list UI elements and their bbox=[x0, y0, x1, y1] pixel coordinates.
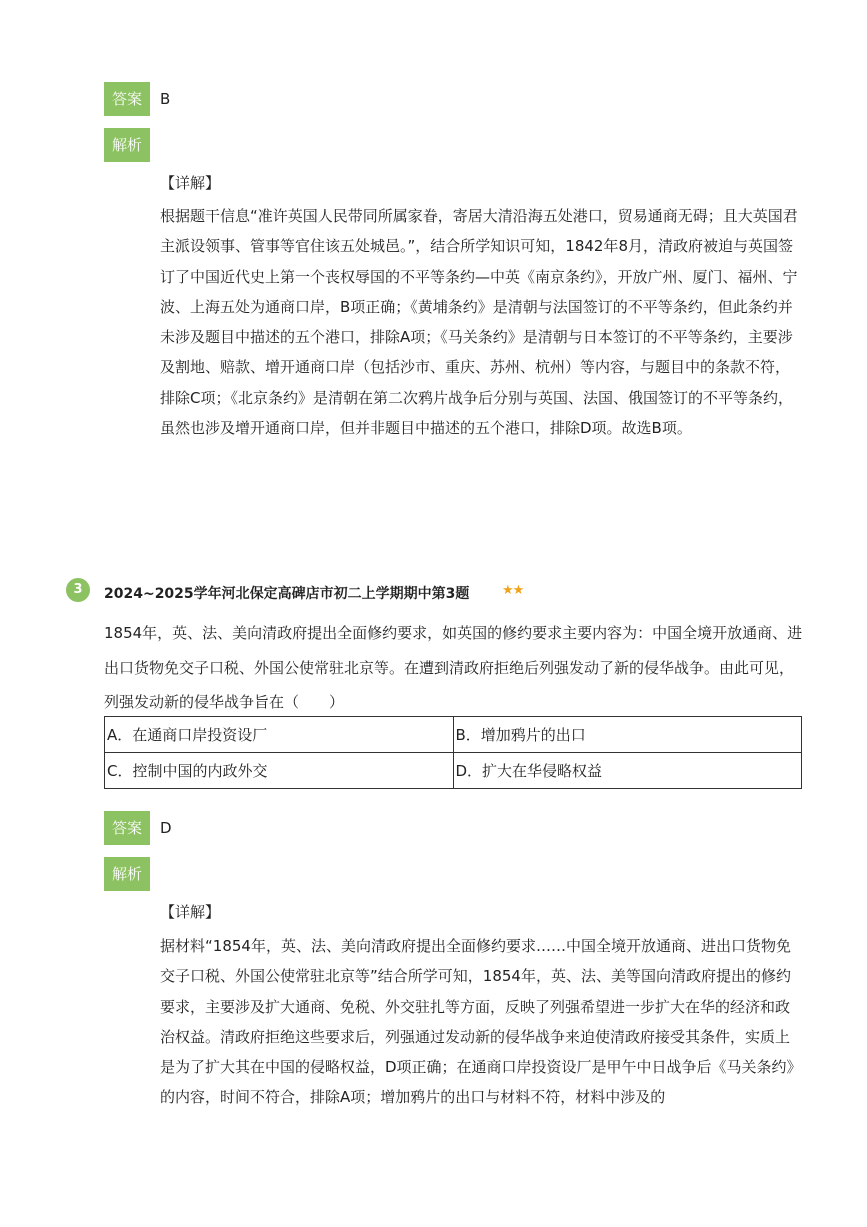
answer-tag: 答案 bbox=[104, 82, 150, 116]
difficulty-stars: ★★ bbox=[502, 583, 524, 598]
analysis-tag: 解析 bbox=[104, 857, 150, 891]
answer-value: D bbox=[160, 819, 172, 837]
detail-heading: 【详解】 bbox=[160, 174, 221, 192]
detail-heading: 【详解】 bbox=[160, 903, 221, 921]
analysis-tag: 解析 bbox=[104, 128, 150, 162]
option-c[interactable]: C．控制中国的内政外交 bbox=[105, 753, 454, 789]
option-d[interactable]: D．扩大在华侵略权益 bbox=[453, 753, 802, 789]
detail-text: 据材料“1854年，英、法、美向清政府提出全面修约要求……中国全境开放通商、进出口货物免交子口税、外国公使常驻北京等”结合所学可知，1854年，英、法、美等国向清政府提出的修约要求，主要涉及扩大通商、免税、外交驻扎等方面，反映了列强希望进一步扩大在华的经济和政治权益。清政府拒绝这些要求后，列强通过发动新的侵华战争来迫使清政府接受其条件，实质上是为了扩大其在中国的侵略权益，D项正确；在通商口岸投资设厂是甲午中日战争后《马关条约》的内容，时间不符合，排除A项；增加鸦片的出口与材料不符，材料中涉及的 bbox=[160, 937, 795, 1107]
detail-text: 根据题干信息“准许英国人民带同所属家眷，寄居大清沿海五处港口，贸易通商无碍；且大英国君主派设领事、管事等官住该五处城邑。”，结合所学知识可知，1842年8月，清政府被迫与英国签订了中国近代史上第一个丧权辱国的不平等条约—中英《南京条约》，开放广州、厦门、福州、宁波、上海五处为通商口岸，B项正确；《黄埔条约》是清朝与法国签订的不平等条约，但此条约并未涉及题目中描述的五个港口，排除A项；《马关条约》是清朝与日本签订的不平等条约，主要涉及割地、赔款、增开通商口岸（包括沙市、重庆、苏州、杭州）等内容，与题目中的条款不符，排除C项；《北京条约》是清朝在第二次鸦片战争后分别与英国、法国、俄国签订的不平等条约，虽然也涉及增开通商口岸，但并非题目中描述的五个港口，排除D项。故选B项。 bbox=[160, 207, 798, 438]
option-b[interactable]: B．增加鸦片的出口 bbox=[453, 717, 802, 753]
answer-value: B bbox=[160, 90, 171, 108]
option-a[interactable]: A．在通商口岸投资设厂 bbox=[105, 717, 454, 753]
answer-tag: 答案 bbox=[104, 811, 150, 845]
question-number-badge: 3 bbox=[66, 578, 90, 602]
question-stem: 1854年，英、法、美向清政府提出全面修约要求，如英国的修约要求主要内容为：中国全境开放通商、进出口货物免交子口税、外国公使常驻北京等。在遭到清政府拒绝后列强发动了新的侵华战争。由此可见，列强发动新的侵华战争旨在（ ） bbox=[104, 624, 803, 712]
question-title: 2024~2025学年河北保定高碑店市初二上学期期中第3题 bbox=[104, 586, 470, 602]
options-table bbox=[104, 716, 802, 789]
